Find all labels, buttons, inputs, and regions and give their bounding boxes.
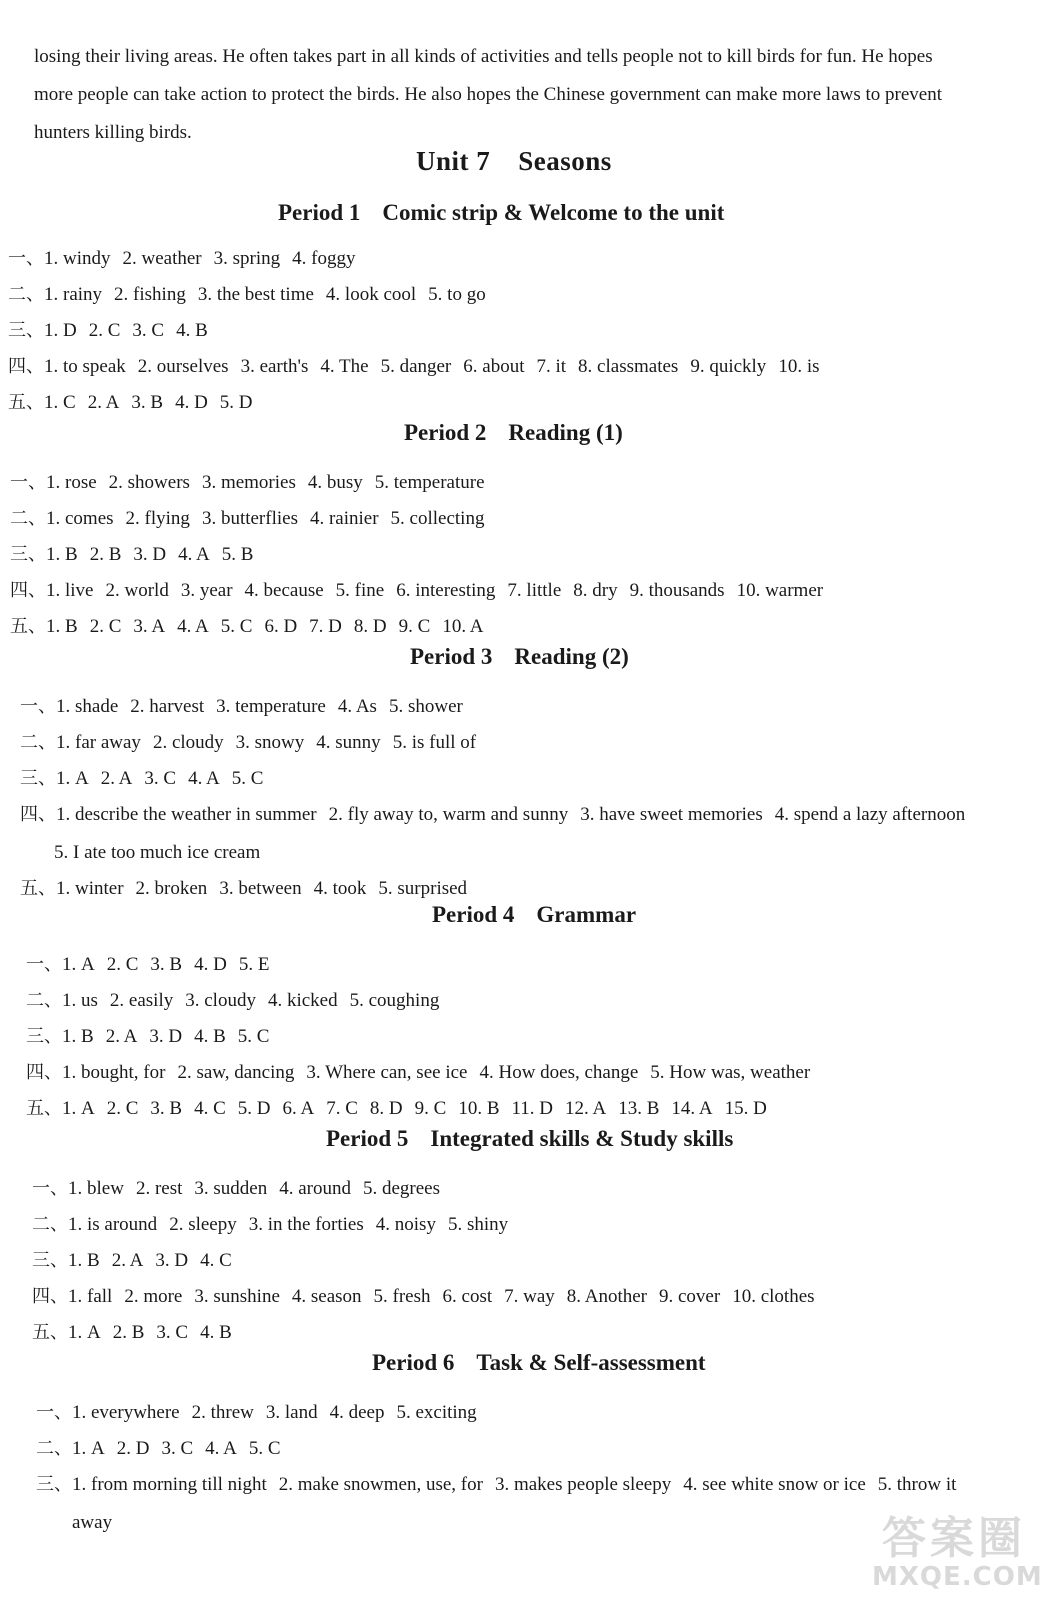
answer-item: 3. A [133, 616, 166, 637]
period-title [372, 1350, 706, 1376]
answer-item: 4. because [244, 580, 324, 601]
answer-item: 5. degrees [362, 1178, 440, 1199]
answer-item: 1. fall [68, 1286, 113, 1307]
answer-item: 2. C [89, 616, 122, 637]
answer-item: 10. is [778, 356, 820, 377]
answer-item: 3. B [131, 392, 164, 413]
period-number: Period 4 [432, 902, 515, 927]
section-number: 四、 [32, 1286, 68, 1307]
period-title [410, 644, 629, 670]
period-number: Period 1 [278, 200, 361, 225]
section-number: 一、 [20, 696, 56, 717]
answer-item: 5. shiny [447, 1214, 509, 1235]
answer-item: 4. As [337, 696, 377, 717]
answer-row [32, 1248, 244, 1274]
section-number: 三、 [36, 1474, 72, 1495]
answer-item: 3. snowy [235, 732, 305, 753]
answer-item: 2. B [112, 1322, 145, 1343]
answer-item: 3. makes people sleepy [494, 1474, 672, 1495]
answer-item: 1. to speak [44, 356, 126, 377]
answer-item: 4. took [313, 878, 367, 899]
period-name: Grammar [536, 902, 637, 927]
intro-line: hunters killing birds. [34, 122, 192, 143]
answer-item: 10. B [458, 1098, 500, 1119]
answer-item: 2. C [106, 954, 139, 975]
answer-item: 1. B [68, 1250, 100, 1271]
answer-item: 4. B [194, 1026, 226, 1047]
answer-item: 4. kicked [267, 990, 338, 1011]
answer-item: 2. C [106, 1098, 139, 1119]
answer-item: 2. fishing [114, 284, 186, 305]
answer-item: 2. world [105, 580, 169, 601]
section-number: 五、 [20, 878, 56, 899]
answer-item: 1. live [46, 580, 94, 601]
watermark-logo-text: 答案圈 [882, 1513, 1026, 1564]
answer-item: 4. B [176, 320, 208, 341]
answer-item: 4. spend a lazy afternoon [774, 804, 966, 825]
answer-item: 1. from morning till night [72, 1474, 267, 1495]
section-number: 五、 [8, 392, 44, 413]
answer-row [10, 506, 496, 532]
answer-item: 2. A [87, 392, 120, 413]
answer-item: 3. between [219, 878, 302, 899]
answer-item: 5. shower [388, 696, 463, 717]
section-number: 三、 [26, 1026, 62, 1047]
section-number: 三、 [8, 320, 44, 341]
answer-item: 6. about [463, 356, 525, 377]
answer-item: 1. everywhere [72, 1402, 180, 1423]
unit-number: Unit 7 [416, 146, 491, 176]
answer-item: 3. the best time [197, 284, 314, 305]
period-name: Task & Self-assessment [476, 1350, 706, 1375]
answer-item: 3. C [132, 320, 165, 341]
period-title [432, 902, 636, 928]
answer-item: 2. A [111, 1250, 144, 1271]
answer-item: 7. D [309, 616, 342, 637]
answer-item: 3. B [150, 1098, 183, 1119]
section-number: 三、 [10, 544, 46, 565]
answer-item: 3. sudden [194, 1178, 268, 1199]
answer-item: 2. threw [191, 1402, 254, 1423]
answer-item: 13. B [618, 1098, 660, 1119]
answer-item: 4. D [194, 954, 227, 975]
answer-item: 10. clothes [732, 1286, 815, 1307]
answer-item: 5. fresh [373, 1286, 431, 1307]
answer-row [26, 1096, 779, 1122]
section-number: 二、 [26, 990, 62, 1011]
answer-item: 15. D [724, 1098, 767, 1119]
section-number: 三、 [32, 1250, 68, 1271]
answer-item: 7. little [507, 580, 562, 601]
answer-item: 9. C [398, 616, 431, 637]
answer-item: 3. earth's [240, 356, 309, 377]
section-number: 四、 [20, 804, 56, 825]
answer-item: 3. Where can, see ice [306, 1062, 468, 1083]
answer-item: 2. A [105, 1026, 138, 1047]
section-number: 五、 [26, 1098, 62, 1119]
answer-item: 1. B [46, 616, 78, 637]
answer-row [8, 282, 498, 308]
answer-item: 2. flying [125, 508, 190, 529]
answer-item: 5. coughing [349, 990, 440, 1011]
answer-item: 1. A [68, 1322, 101, 1343]
site-watermark [872, 1502, 1042, 1592]
section-number: 四、 [10, 580, 46, 601]
answer-item: 2. fly away to, warm and sunny [328, 804, 569, 825]
answer-item: 7. way [504, 1286, 555, 1307]
answer-item: 5. E [238, 954, 270, 975]
answer-item: 1. rose [46, 472, 97, 493]
answer-item: 5. C [231, 768, 264, 789]
answer-item: 4. How does, change [479, 1062, 639, 1083]
section-number: 一、 [10, 472, 46, 493]
answer-row [26, 1060, 822, 1086]
answer-item: 2. weather [122, 248, 202, 269]
answer-item: 9. cover [659, 1286, 721, 1307]
answer-item: 8. D [369, 1098, 403, 1119]
answer-row [32, 1176, 452, 1202]
answer-item: 11. D [511, 1098, 554, 1119]
section-number: 四、 [8, 356, 44, 377]
answer-item: 3. butterflies [201, 508, 298, 529]
answer-item: 2. D [116, 1438, 150, 1459]
period-title [278, 200, 724, 226]
answer-item: 1. A [72, 1438, 105, 1459]
answer-item: 5. D [237, 1098, 271, 1119]
section-number: 一、 [8, 248, 44, 269]
period-number: Period 5 [326, 1126, 409, 1151]
answer-item: 4. rainier [309, 508, 379, 529]
period-name: Reading (2) [514, 644, 629, 669]
answer-item: 3. C [161, 1438, 194, 1459]
answer-item: 4. foggy [292, 248, 356, 269]
answer-item: 2. sleepy [169, 1214, 237, 1235]
answer-row [10, 470, 497, 496]
period-number: Period 2 [404, 420, 487, 445]
answer-item: 3. D [133, 544, 167, 565]
section-number: 二、 [10, 508, 46, 529]
watermark-url: MXQE.COM [872, 1562, 1043, 1592]
unit-name: Seasons [518, 146, 612, 176]
answer-item: 3. C [144, 768, 177, 789]
answer-item: 8. D [353, 616, 387, 637]
answer-row [36, 1400, 489, 1426]
answer-item: 4. A [188, 768, 220, 789]
answer-item: 3. temperature [216, 696, 326, 717]
answer-item: 1. B [46, 544, 78, 565]
answer-item: 7. C [326, 1098, 358, 1119]
answer-item: 5. fine [335, 580, 385, 601]
answer-item: away [72, 1512, 113, 1533]
answer-item: 5. to go [428, 284, 486, 305]
answer-item: 1. A [62, 1098, 95, 1119]
answer-item: 4. deep [329, 1402, 385, 1423]
answer-item: 4. A [205, 1438, 237, 1459]
answer-item: 5. surprised [378, 878, 468, 899]
answer-item: 2. showers [108, 472, 190, 493]
answer-item: 3. in the forties [248, 1214, 364, 1235]
answer-item: 8. Another [566, 1286, 647, 1307]
answer-item: 4. D [175, 392, 208, 413]
answer-item: 3. year [180, 580, 233, 601]
answer-item: 5. C [248, 1438, 281, 1459]
answer-item: 7. it [536, 356, 567, 377]
answer-item: 1. describe the weather in summer [56, 804, 317, 825]
answer-item: 2. more [124, 1286, 183, 1307]
answer-item: 8. classmates [578, 356, 679, 377]
period-number: Period 3 [410, 644, 493, 669]
answer-item: 1. winter [56, 878, 124, 899]
answer-item: 4. B [200, 1322, 232, 1343]
answer-item: 3. C [156, 1322, 189, 1343]
section-number: 二、 [8, 284, 44, 305]
answer-row [26, 952, 281, 978]
section-number: 二、 [20, 732, 56, 753]
answer-item: 12. A [565, 1098, 607, 1119]
answer-item: 3. D [155, 1250, 189, 1271]
answer-row [26, 1024, 281, 1050]
answer-row [32, 1320, 244, 1346]
answer-item: 5. throw it [877, 1474, 957, 1495]
answer-item: 1. C [44, 392, 76, 413]
answer-row [20, 730, 488, 756]
section-number: 五、 [32, 1322, 68, 1343]
answer-row [20, 802, 977, 828]
answer-item: 4. see white snow or ice [683, 1474, 866, 1495]
answer-item: 9. thousands [629, 580, 725, 601]
answer-item: 5. How was, weather [650, 1062, 811, 1083]
answer-row [36, 1472, 968, 1498]
answer-item: 5. C [220, 616, 253, 637]
answer-row [10, 614, 496, 640]
answer-item: 5. temperature [374, 472, 485, 493]
answer-item: 1. B [62, 1026, 94, 1047]
section-number: 一、 [26, 954, 62, 975]
answer-row [8, 246, 367, 272]
answer-row [32, 1284, 827, 1310]
answer-row [72, 1510, 124, 1536]
answer-item: 5. B [221, 544, 254, 565]
answer-item: 3. B [150, 954, 183, 975]
answer-row [8, 390, 265, 416]
period-name: Comic strip & Welcome to the unit [382, 200, 725, 225]
answer-item: 4. A [178, 544, 210, 565]
answer-item: 2. saw, dancing [177, 1062, 295, 1083]
answer-item: 3. spring [213, 248, 281, 269]
answer-item: 3. have sweet memories [580, 804, 763, 825]
answer-item: 4. The [320, 356, 369, 377]
answer-item: 5. C [237, 1026, 270, 1047]
answer-item: 1. A [62, 954, 95, 975]
period-name: Integrated skills & Study skills [430, 1126, 734, 1151]
period-name: Reading (1) [508, 420, 623, 445]
answer-row [36, 1436, 293, 1462]
answer-item: 5. D [219, 392, 253, 413]
answer-item: 3. memories [201, 472, 296, 493]
answer-item: 1. rainy [44, 284, 103, 305]
answer-item: 2. make snowmen, use, for [278, 1474, 483, 1495]
answer-item: 1. blew [68, 1178, 124, 1199]
answer-item: 1. A [56, 768, 89, 789]
answer-row [26, 988, 451, 1014]
answer-item: 4. around [279, 1178, 351, 1199]
answer-item: 1. D [44, 320, 77, 341]
answer-row [10, 542, 265, 568]
answer-item: 6. interesting [396, 580, 496, 601]
answer-item: 2. easily [109, 990, 174, 1011]
answer-item: 8. dry [573, 580, 618, 601]
answer-item: 1. is around [68, 1214, 158, 1235]
answer-item: 5. I ate too much ice cream [54, 842, 261, 863]
answer-item: 3. sunshine [194, 1286, 280, 1307]
answer-item: 5. exciting [396, 1402, 477, 1423]
answer-item: 4. A [177, 616, 209, 637]
section-number: 二、 [36, 1438, 72, 1459]
answer-item: 5. collecting [390, 508, 485, 529]
answer-item: 4. C [194, 1098, 226, 1119]
intro-line: more people can take action to protect the birds. He also hopes the Chinese government can make more laws to prevent [34, 84, 943, 105]
answer-item: 2. ourselves [137, 356, 229, 377]
answer-item: 9. quickly [690, 356, 767, 377]
answer-item: 4. season [291, 1286, 362, 1307]
answer-item: 1. windy [44, 248, 111, 269]
answer-item: 1. shade [56, 696, 119, 717]
answer-item: 10. A [442, 616, 484, 637]
answer-item: 4. busy [307, 472, 363, 493]
answer-item: 5. danger [380, 356, 452, 377]
answer-item: 2. rest [135, 1178, 183, 1199]
answer-row [8, 354, 832, 380]
answer-item: 2. broken [135, 878, 208, 899]
answer-item: 4. sunny [316, 732, 381, 753]
intro-line: losing their living areas. He often takes part in all kinds of activities and tells people not to kill birds for fun. He hopes [34, 46, 933, 67]
period-title [326, 1126, 733, 1152]
answer-item: 2. cloudy [152, 732, 224, 753]
answer-item: 6. A [282, 1098, 315, 1119]
answer-item: 4. look cool [325, 284, 417, 305]
answer-item: 6. D [264, 616, 298, 637]
answer-row [20, 766, 275, 792]
answer-item: 10. warmer [736, 580, 824, 601]
answer-row [10, 578, 835, 604]
answer-item: 3. cloudy [185, 990, 256, 1011]
answer-item: 3. D [149, 1026, 183, 1047]
answer-item: 2. B [89, 544, 122, 565]
answer-item: 14. A [671, 1098, 713, 1119]
period-title [404, 420, 623, 446]
answer-item: 9. C [414, 1098, 447, 1119]
section-number: 二、 [32, 1214, 68, 1235]
unit-title [416, 146, 612, 177]
answer-item: 4. noisy [375, 1214, 436, 1235]
answer-row [54, 840, 272, 866]
answer-item: 1. us [62, 990, 98, 1011]
section-number: 四、 [26, 1062, 62, 1083]
answer-item: 1. far away [56, 732, 141, 753]
answer-row [8, 318, 220, 344]
section-number: 一、 [36, 1402, 72, 1423]
answer-item: 2. C [88, 320, 121, 341]
answer-item: 1. comes [46, 508, 114, 529]
period-number: Period 6 [372, 1350, 455, 1375]
answer-item: 3. land [265, 1402, 318, 1423]
answer-row [20, 876, 479, 902]
answer-row [32, 1212, 520, 1238]
section-number: 五、 [10, 616, 46, 637]
answer-item: 2. A [100, 768, 133, 789]
answer-item: 2. harvest [130, 696, 205, 717]
section-number: 一、 [32, 1178, 68, 1199]
answer-item: 5. is full of [392, 732, 477, 753]
answer-row [20, 694, 475, 720]
answer-item: 4. C [200, 1250, 232, 1271]
answer-item: 6. cost [442, 1286, 493, 1307]
section-number: 三、 [20, 768, 56, 789]
answer-item: 1. bought, for [62, 1062, 166, 1083]
